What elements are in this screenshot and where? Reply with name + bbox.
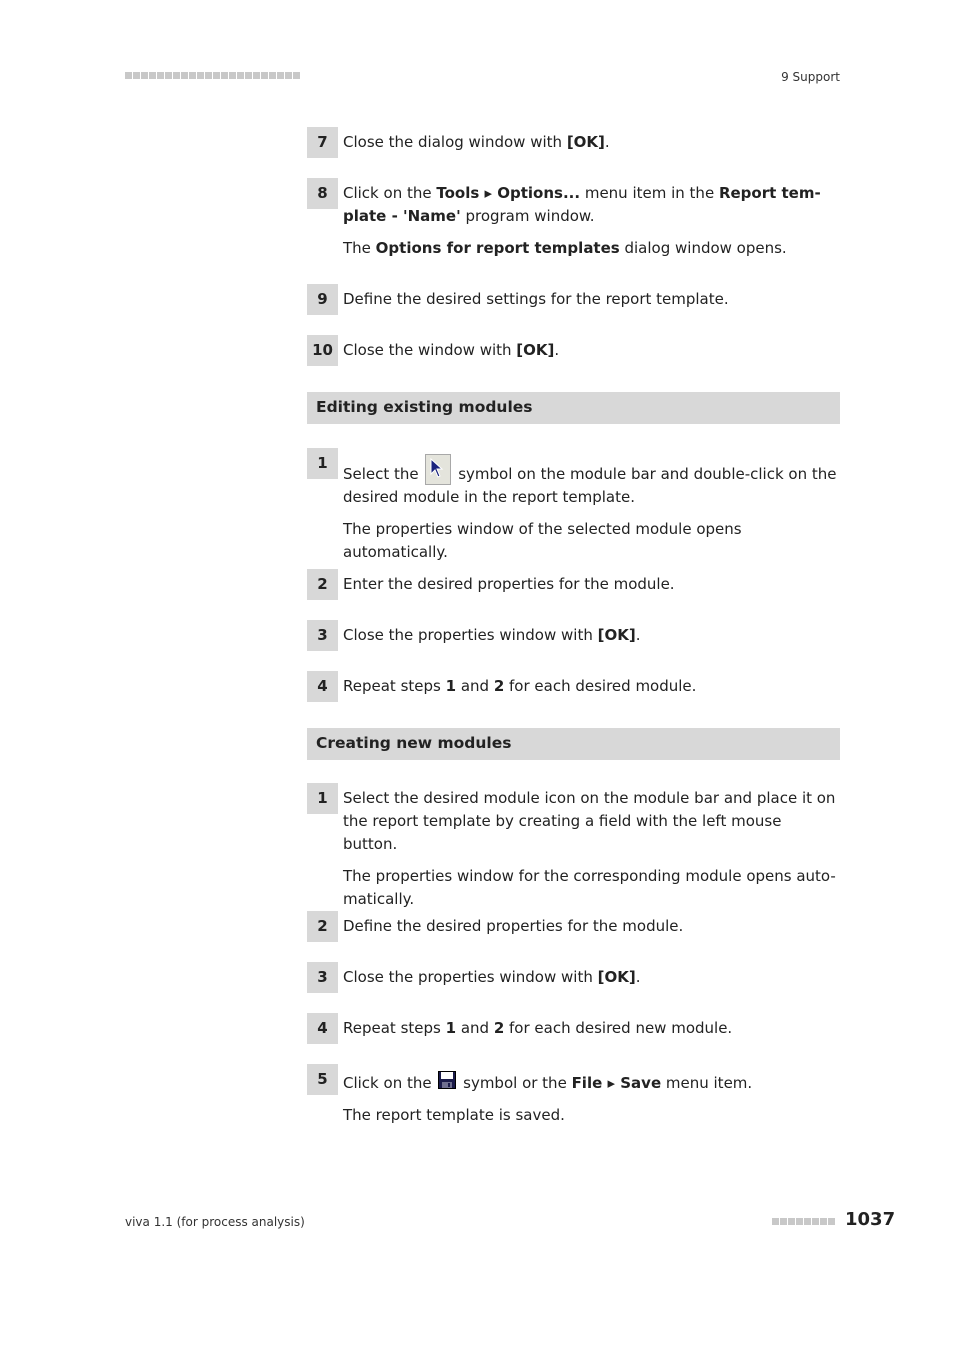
step-text: Repeat steps 1 and 2 for each desired module. <box>343 677 697 695</box>
create-step-4 <box>307 1013 840 1040</box>
step-9 <box>307 284 840 311</box>
step-number: 1 <box>307 783 338 814</box>
step-text: Repeat steps 1 and 2 for each desired new module. <box>343 1019 733 1037</box>
step-number: 5 <box>307 1064 338 1095</box>
step-number: 1 <box>307 448 338 479</box>
step-7 <box>307 127 840 154</box>
edit-step-1 <box>307 448 840 564</box>
create-step-3 <box>307 962 840 989</box>
step-number: 8 <box>307 178 338 209</box>
create-step-2 <box>307 911 840 938</box>
step-text: Define the desired settings for the report template. <box>343 290 729 308</box>
footer-decoration <box>772 1218 835 1225</box>
step-text: Close the properties window with [OK]. <box>343 626 641 644</box>
step-number: 4 <box>307 671 338 702</box>
step-text: Close the dialog window with [OK]. <box>343 133 610 151</box>
step-result: The report template is saved. <box>343 1106 565 1124</box>
edit-step-4 <box>307 671 840 698</box>
step-text: Enter the desired properties for the module. <box>343 575 675 593</box>
edit-step-2 <box>307 569 840 596</box>
step-10 <box>307 335 840 362</box>
step-text: Define the desired properties for the module. <box>343 917 684 935</box>
step-text: Click on the symbol or the File ▸ Save menu item. The report template is saved. <box>343 1064 840 1127</box>
step-text: Select the desired module icon on the module bar and place it on the report template by creating a field with the left mouse button. The properties window for the corresponding module opens auto-matically. <box>343 783 840 911</box>
step-number: 7 <box>307 127 338 158</box>
step-text: Click on the Tools ▸ Options... menu item in the Report tem-plate - 'Name' program window. The Options for report templates dialog window opens. <box>343 178 840 260</box>
step-text: Close the window with [OK]. <box>343 341 560 359</box>
step-number: 2 <box>307 569 338 600</box>
step-result: The properties window of the selected module opens automatically. <box>343 520 742 561</box>
header-section-title: 9 Support <box>781 70 840 84</box>
header-decoration <box>125 72 300 80</box>
step-text: Close the properties window with [OK]. <box>343 968 641 986</box>
create-step-5 <box>307 1064 840 1127</box>
step-result: The Options for report templates dialog window opens. <box>343 239 787 257</box>
cursor-arrow-icon <box>425 454 451 485</box>
step-number: 9 <box>307 284 338 315</box>
create-step-1 <box>307 783 840 911</box>
step-number: 4 <box>307 1013 338 1044</box>
save-disk-icon <box>438 1071 456 1089</box>
step-number: 10 <box>307 335 338 366</box>
footer-product: viva 1.1 (for process analysis) <box>125 1215 305 1229</box>
step-text: Select the symbol on the module bar and double-click on the desired module in the report template. The properties window of the selected module opens automatically. <box>343 448 840 564</box>
step-8 <box>307 178 840 260</box>
step-result: The properties window for the corresponding module opens auto-matically. <box>343 867 836 908</box>
step-number: 2 <box>307 911 338 942</box>
edit-step-3 <box>307 620 840 647</box>
section-heading-creating: Creating new modules <box>307 728 840 760</box>
page-number: 1037 <box>845 1209 896 1230</box>
step-number: 3 <box>307 962 338 993</box>
section-heading-editing: Editing existing modules <box>307 392 840 424</box>
step-number: 3 <box>307 620 338 651</box>
